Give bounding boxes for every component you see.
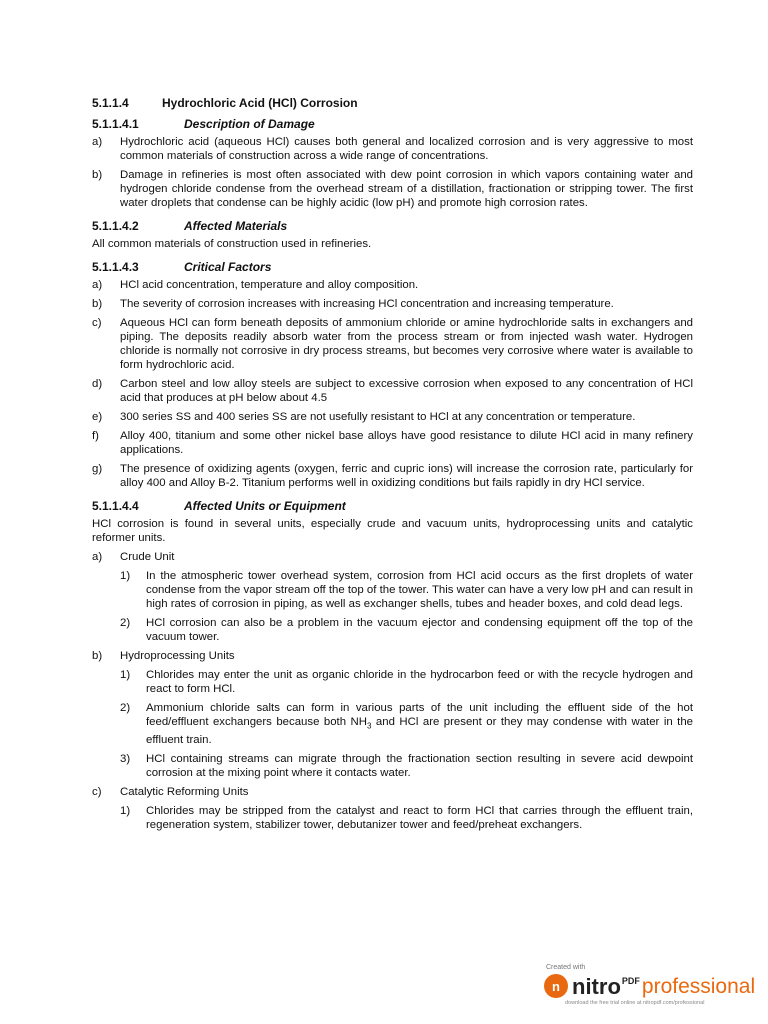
list-item: a) Hydrochloric acid (aqueous HCl) causes both general and localized corrosion and is very aggressive to most common materials of construction across a wide range of concentrations.	[92, 136, 693, 162]
section-number: 5.1.1.4	[92, 96, 129, 110]
list-item: b) The severity of corrosion increases with increasing HCl concentration and increasing temperature.	[92, 298, 614, 310]
sub-list-item: 2) HCl corrosion can also be a problem in the vacuum ejector and condensing equipment off the top of the vacuum tower.	[120, 617, 693, 643]
sub-list-item: 1) Chlorides may be stripped from the catalyst and react to form HCl that carries through the effluent train, regeneration system, stabilizer tower, debutanizer tower and feed/preheat exchangers.	[120, 805, 693, 832]
list-item-catalytic-reforming: c) Catalytic Reforming Units	[92, 786, 249, 799]
nitro-logo-icon: n	[544, 974, 568, 998]
list-item: e) 300 series SS and 400 series SS are not usefully resistant to HCl at any concentration or temperature.	[92, 411, 636, 423]
download-tagline: download the free trial online at nitropdf.com/professional	[565, 1000, 705, 1006]
pdf-superscript: PDF	[621, 976, 640, 986]
nitro-logo	[544, 974, 755, 998]
list-item-crude-unit: a) Crude Unit	[92, 551, 175, 563]
list-item: c) Aqueous HCl can form beneath deposits of ammonium chloride or amine hydrochloride salts in exchangers and piping. The deposits readily absorb water from the process stream or from injected wash water. Hydrogen chloride is normally not corrosive in dry process streams, but becomes very corrosive where water is available to form hydrochloric acid.	[92, 317, 693, 371]
list-item: d) Carbon steel and low alloy steels are subject to excessive corrosion when exposed to any concentration of HCl acid that produces at pH below about 4.5	[92, 378, 693, 404]
product-text: professional	[641, 975, 756, 998]
sub-list-item: 2) Ammonium chloride salts can form in various parts of the unit including the effluent side of the hot feed/effluent exchangers because both $NH_3$ and HCl are present or they may condense with water in the effluent train.	[120, 702, 693, 747]
list-item: a) HCl acid concentration, temperature and alloy composition.	[92, 279, 419, 291]
list-item-hydroprocessing: b) Hydroprocessing Units	[92, 650, 235, 662]
subsection-heading-materials: 5.1.1.4.2 Affected Materials	[92, 219, 288, 233]
subsection-heading-description: 5.1.1.4.1 Description of Damage	[92, 117, 315, 131]
subsection-heading-factors: 5.1.1.4.3 Critical Factors	[92, 260, 272, 274]
brand-text: nitro	[572, 974, 621, 999]
sub-list-item: 3) HCl containing streams can migrate through the fractionation section resulting in severe acid dewpoint corrosion at the mixing point where it contacts water.	[120, 753, 693, 780]
section-heading	[92, 96, 693, 110]
list-item: g) The presence of oxidizing agents (oxygen, ferric and cupric ions) will increase the corrosion rate, particularly for alloy 400 and Alloy B-2. Titanium performs well in oxidizing conditions but fails rapidly in dry HCl service.	[92, 463, 693, 489]
subsection-heading-units: 5.1.1.4.4 Affected Units or Equipment	[92, 499, 346, 513]
units-intro: HCl corrosion is found in several units, especially crude and vacuum units, hydroprocessing units and catalytic reformer units.	[92, 518, 693, 544]
created-with-text: Created with	[546, 964, 586, 971]
nitro-pdf-watermark	[544, 960, 764, 1010]
section-title: Hydrochloric Acid (HCl) Corrosion	[162, 96, 358, 110]
materials-text: All common materials of construction used in refineries.	[92, 238, 372, 250]
sub-list-item: 1) Chlorides may enter the unit as organic chloride in the hydrocarbon feed or with the recycle hydrogen and react to form HCl.	[120, 669, 693, 695]
sub-list-item: 1) In the atmospheric tower overhead system, corrosion from HCl acid occurs as the first droplets of water condense from the vapor stream off the top of the tower. This water can have a very low pH and can result in high rates of corrosion in piping, as well as exchanger shells, tubes and header boxes, and cold dead legs.	[120, 570, 693, 610]
list-item: b) Damage in refineries is most often associated with dew point corrosion in which vapors containing water and hydrogen chloride condense from the overhead stream of a distillation, fractionation or stripping tower. The first water droplets that condense can be highly acidic (low pH) and promote high corrosion rates.	[92, 169, 693, 209]
document-body	[92, 96, 693, 837]
list-item: f) Alloy 400, titanium and some other nickel base alloys have good resistance to dilute HCl acid in many refinery applications.	[92, 430, 693, 456]
